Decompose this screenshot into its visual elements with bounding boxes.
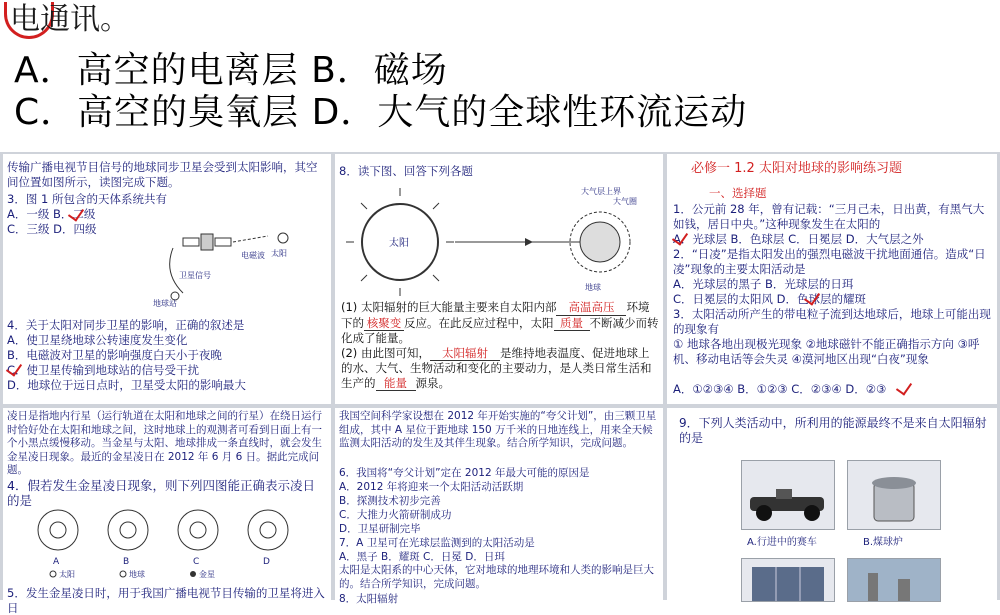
sun-earth-diagram: [345, 182, 655, 292]
section-heading: 一、选择题: [709, 186, 767, 200]
para1-b: 环境下的: [341, 300, 650, 330]
para1-c: 反应。在此反应过程中，太阳: [404, 315, 554, 330]
question-4: 4．假若发生金星凌日现象，则下列四图能正确表示凌日的是: [7, 478, 315, 508]
question-4: 4．关于太阳对同步卫星的影响，正确的叙述是: [7, 318, 245, 332]
note-text: 太阳是太阳系的中心天体，它对地球的地理环境和人类的影响是巨大的。结合所学知识，完成问题。: [339, 564, 654, 590]
legend-sun: 太阳: [59, 570, 75, 579]
answer-blank-1: 高温高压: [556, 300, 626, 316]
caption-b: B.煤球炉: [863, 537, 904, 548]
question-6: 6．我国将“夸父计划”定在 2012 年最大可能的原因是: [339, 467, 590, 479]
fig-letter-b: B: [123, 557, 130, 567]
check-mark: [896, 378, 912, 395]
answer-blank-2: 核聚变: [364, 316, 404, 332]
q2-options-ab: A．光球层的黑子 B．光球层的日珥: [673, 277, 854, 291]
question-1: 1．公元前 28 年，曾有记载：“三月己未，日出黄，有黑气大如钱，居日中央。”这种现象发生在太阳的: [673, 202, 985, 231]
q4-option-d: D．地球位于远日点时，卫星受太阳的影响最大: [7, 378, 246, 392]
q4-option-c: C．使卫星传输到地球站的信号受干扰: [7, 363, 200, 377]
answer-blank-3: 质量: [554, 316, 590, 332]
fig-label-sun: 太阳: [389, 238, 409, 249]
question-5: 5．发生金星凌日时，用于我国广播电视节目传输的卫星将进入日: [7, 586, 325, 615]
text-fragment: 电通讯。: [10, 2, 130, 37]
question-8: 8．太阳辐射: [339, 593, 399, 605]
panel-venus-transit: [3, 408, 331, 615]
question-7: 7．A 卫星可在光球层监测到的太阳活动是: [339, 537, 535, 549]
legend-venus: 金星: [199, 570, 215, 579]
exercise-title: 必修一 1.2 太阳对地球的影响练习题: [691, 161, 902, 176]
solar-panel-image: [741, 558, 835, 602]
answer-blank-4: 太阳辐射: [430, 346, 500, 362]
transit-diagrams: [23, 508, 323, 578]
q3-options: A．①②③④ B．①②③ C．②③④ D．②③: [673, 382, 887, 396]
worksheet-grid: [0, 152, 1000, 615]
q1-options: A．光球层 B．色球层 C．日冕层 D．大气层之外: [673, 232, 924, 246]
panel-energy-question: [667, 408, 997, 600]
panel-exercise: [667, 154, 997, 404]
panel-satellite: [3, 154, 331, 404]
race-car-image: [741, 460, 835, 530]
fig-letter-a: A: [53, 557, 60, 567]
answer-blank-5: 能量: [376, 376, 416, 392]
para2-c: 源泉。: [415, 375, 450, 390]
fig-label-earth: 地球: [585, 283, 601, 292]
q4-option-a: A．使卫星绕地球公转速度发生变化: [7, 333, 188, 347]
caption-a: A.行进中的赛车: [747, 537, 817, 548]
q7-options: A．黑子 B．耀斑 C．日冕 D．日珥: [339, 551, 505, 563]
q3-items: ① 地球各地出现极光现象 ②地球磁针不能正确指示方向 ③呼机、移动电话等会失灵 ④漠河地区出现“白夜”现象: [673, 337, 980, 366]
panel-solar-radiation: [335, 154, 663, 404]
q3-options-cd: C．三级 D．四级: [7, 222, 97, 236]
question-2: 2．“日凌”是指太阳发出的强烈电磁波干扰地面通信。造成“日凌”现象的主要太阳活动是: [673, 247, 986, 276]
q6-option-d: D．卫星研制完毕: [339, 523, 421, 535]
legend-earth: 地球: [129, 570, 145, 579]
question-9: 9．下列人类活动中，所利用的能源最终不是来自太阳辐射的是: [679, 416, 987, 445]
question-3: 3．图 1 所包含的天体系统共有: [7, 192, 167, 206]
intro-text: 凌日是指地内行星（运行轨道在太阳和地球之间的行星）在绕日运行时恰好处在太阳和地球之间，这时地球上的观测者可看到日面上有一个小黑点缓慢移动。当金星与太阳、地球排成一条直线时，就会发生金星凌日现象。最近的金星凌日在 2012 年 6 月 6 日。据此完成问题。: [7, 410, 322, 476]
q6-option-a: A．2012 年将迎来一个太阳活动活跃期: [339, 481, 524, 493]
q2-options-cd: C．日冕层的太阳风 D．色球层的耀斑: [673, 292, 867, 306]
options-line-1: A．高空的电离层 B．磁场: [14, 50, 448, 91]
q6-option-c: C．大推力火箭研制成功: [339, 509, 452, 521]
fig-letter-d: D: [263, 557, 270, 567]
q4-option-b: B．电磁波对卫星的影响强度白天小于夜晚: [7, 348, 222, 362]
power-plant-image: [847, 558, 941, 602]
question-3: 3．太阳活动所产生的带电粒子流到达地球后，地球上可能出现的现象有: [673, 307, 991, 336]
intro-text: 传输广播电视节目信号的地球同步卫星会受到太阳影响，其空间位置如图所示，读图完成下题。: [7, 160, 318, 189]
q6-option-b: B．探测技术初步完善: [339, 495, 441, 507]
fig-letter-c: C: [193, 557, 200, 567]
question-8: 8．读下图、回答下列各题: [339, 164, 473, 178]
intro-text: 我国空间科学家设想在 2012 年开始实施的“夸父计划”，由三颗卫星组成，其中 A 星位于距地球 150 万千米的日地连线上，用来全天候监测太阳活动的发生及其伴生现象。结合所学知识，完成问题。: [339, 410, 657, 449]
q3-options-ab: A．一级 B．二级: [7, 207, 96, 221]
coal-stove-image: [847, 460, 941, 530]
fig-label-em: 电磁波: [241, 251, 265, 260]
para1-a: (1) 太阳辐射的巨大能量主要来自太阳内部: [341, 300, 557, 314]
para2-a: (2) 由此图可知，: [341, 345, 430, 360]
para1-d: 不断减少而转化成了能量。: [341, 315, 659, 345]
fig-label-atmosphere: 大气圈: [613, 197, 637, 206]
panel-kuafu-plan: [335, 408, 663, 605]
fig-label-signal: 卫星信号: [179, 271, 211, 280]
fig-label-station: 地球站: [153, 299, 177, 308]
options-line-2: C．高空的臭氧层 D．大气的全球性环流运动: [14, 92, 748, 133]
fig-label-sun: 太阳: [271, 249, 287, 258]
satellite-diagram: [153, 228, 303, 308]
fig-label-atm-top: 大气层上界: [581, 187, 621, 196]
para2-b: 是维持地表温度、促进地球上的水、大气、生物活动和变化的主要动力，是人类日常生活和生产的: [341, 345, 652, 390]
slide-top: [0, 0, 1000, 150]
